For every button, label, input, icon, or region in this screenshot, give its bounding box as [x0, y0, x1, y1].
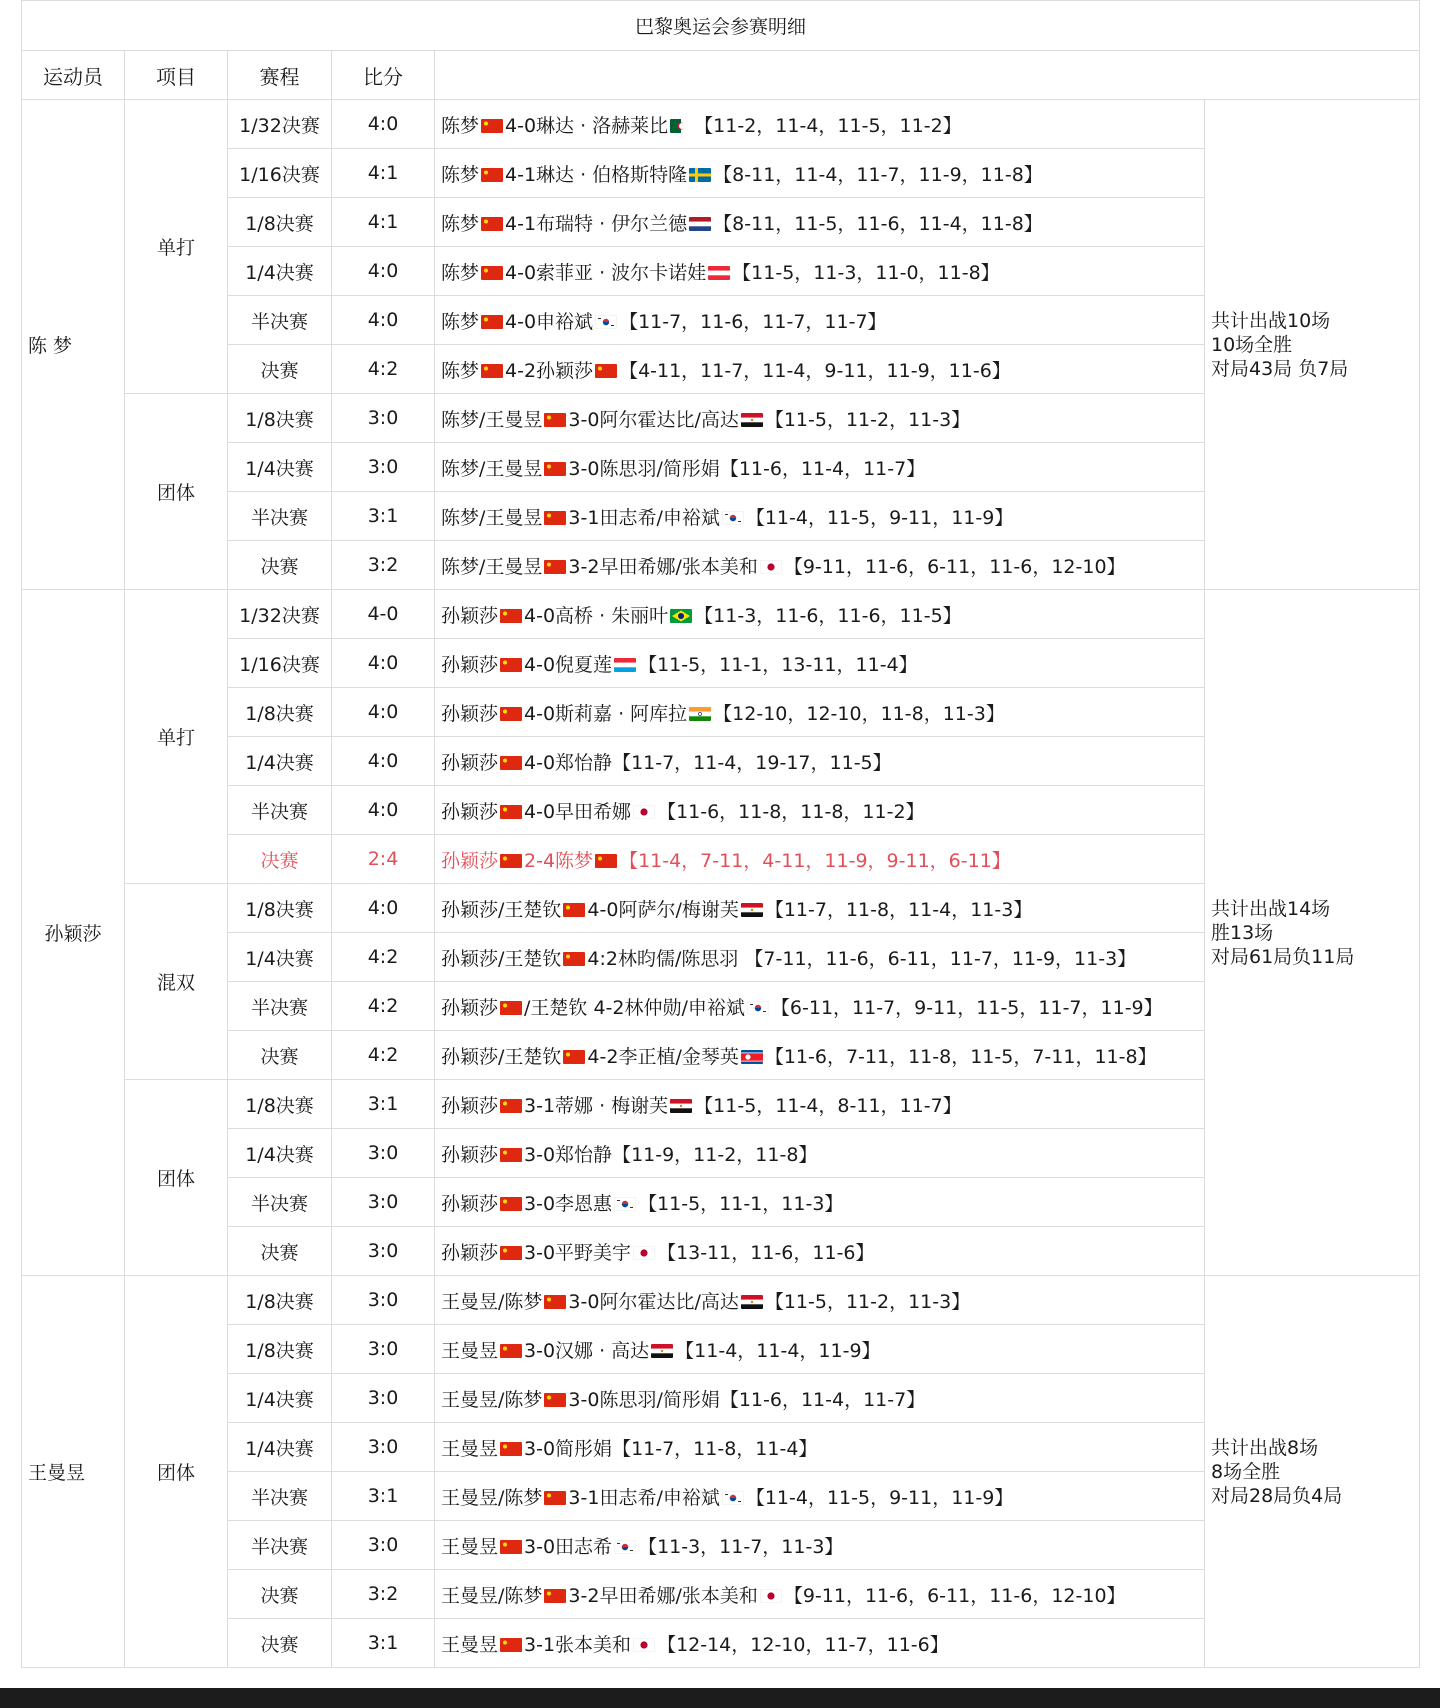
game-scores: 【11-3，11-6，11-6，11-5】	[694, 604, 962, 627]
flag-icon	[542, 458, 568, 480]
match-score: 4:0	[332, 100, 435, 149]
athlete-sunyingsha: 孙颖莎	[22, 590, 125, 1276]
opponent: 3-0陈思羽/简彤娟	[568, 1388, 720, 1411]
opponent: 2-4陈梦	[524, 849, 594, 872]
table-title: 巴黎奥运会参赛明细	[22, 1, 1420, 51]
match-stage: 半决赛	[228, 1472, 332, 1521]
opponent: 4-2李正植/金琴英	[587, 1045, 739, 1068]
flag-icon	[542, 1389, 568, 1411]
flag-icon	[542, 1291, 568, 1313]
header-score: 比分	[332, 51, 435, 100]
flag-icon	[612, 1193, 638, 1215]
summary-line: 10场全胜	[1211, 333, 1293, 356]
game-scores: 【11-7，11-6，11-7，11-7】	[619, 310, 887, 333]
opponent: 4-0高桥 · 朱丽叶	[524, 604, 669, 627]
header-stage: 赛程	[228, 51, 332, 100]
player-name: 陈梦	[441, 212, 480, 235]
match-score: 3:0	[332, 1227, 435, 1276]
match-detail	[435, 1472, 1205, 1521]
flag-icon	[631, 801, 657, 823]
player-name: 王曼昱	[441, 1633, 499, 1656]
flag-icon	[479, 213, 505, 235]
table-row	[22, 590, 1420, 639]
player-name: 孙颖莎	[441, 702, 499, 725]
flag-icon	[745, 997, 771, 1019]
match-score: 4:0	[332, 688, 435, 737]
flag-icon	[687, 213, 713, 235]
match-stage: 1/8决赛	[228, 1080, 332, 1129]
flag-icon	[687, 703, 713, 725]
opponent: 4-2孙颖莎	[505, 359, 594, 382]
match-stage: 1/4决赛	[228, 247, 332, 296]
game-scores: 【11-3，11-7，11-3】	[638, 1535, 844, 1558]
game-scores: 【11-6，11-8，11-8，11-2】	[657, 800, 925, 823]
game-scores: 【11-6，11-4，11-7】	[719, 1388, 926, 1411]
opponent: 3-0李恩惠	[524, 1192, 613, 1215]
player-name: 陈梦	[441, 359, 480, 382]
athlete-wangmanyu: 王曼昱	[22, 1276, 125, 1668]
opponent: 3-1张本美和	[524, 1633, 632, 1656]
match-detail	[435, 1325, 1205, 1374]
game-scores: 【11-4，7-11，4-11，11-9，9-11，6-11】	[619, 849, 1011, 872]
match-stage: 1/4决赛	[228, 1374, 332, 1423]
opponent: 3-0郑怡静	[524, 1143, 613, 1166]
match-detail	[435, 541, 1205, 590]
flag-icon	[720, 1487, 746, 1509]
flag-icon	[561, 948, 587, 970]
match-score: 4:0	[332, 296, 435, 345]
player-name: 孙颖莎	[441, 996, 499, 1019]
flag-icon	[498, 1634, 524, 1656]
match-detail	[435, 884, 1205, 933]
player-name: 孙颖莎/王楚钦	[441, 947, 562, 970]
game-scores: 【9-11，11-6，6-11，11-6，12-10】	[783, 555, 1126, 578]
game-scores: 【11-5，11-4，8-11，11-7】	[694, 1094, 962, 1117]
player-name: 孙颖莎	[441, 849, 499, 872]
match-detail	[435, 688, 1205, 737]
match-stage: 决赛	[228, 1227, 332, 1276]
flag-icon	[479, 262, 505, 284]
player-name: 孙颖莎	[441, 604, 499, 627]
flag-icon	[498, 801, 524, 823]
summary-line: 对局61局负11局	[1211, 945, 1355, 968]
match-stage: 1/4决赛	[228, 1423, 332, 1472]
opponent: /王楚钦 4-2林仲勋/申裕斌	[524, 996, 745, 1019]
flag-icon	[498, 850, 524, 872]
flag-icon	[498, 1438, 524, 1460]
table-row	[22, 1276, 1420, 1325]
match-stage: 半决赛	[228, 492, 332, 541]
match-stage: 半决赛	[228, 296, 332, 345]
match-detail	[435, 1227, 1205, 1276]
opponent: 4-0索菲亚 · 波尔卡诺娃	[505, 261, 707, 284]
flag-icon	[542, 556, 568, 578]
match-score: 3:0	[332, 1178, 435, 1227]
match-score: 3:0	[332, 1423, 435, 1472]
match-score: 4:0	[332, 737, 435, 786]
match-stage: 半决赛	[228, 786, 332, 835]
flag-icon	[758, 1585, 784, 1607]
summary-line: 8场全胜	[1211, 1460, 1281, 1483]
match-score: 4:0	[332, 639, 435, 688]
player-name: 王曼昱	[441, 1437, 499, 1460]
match-detail	[435, 639, 1205, 688]
game-scores: 【6-11，11-7，9-11，11-5，11-7，11-9】	[770, 996, 1163, 1019]
flag-icon	[593, 850, 619, 872]
match-stage: 1/8决赛	[228, 1325, 332, 1374]
match-detail	[435, 933, 1205, 982]
game-scores: 【11-5，11-1，11-3】	[638, 1192, 844, 1215]
header-detail	[435, 51, 1420, 100]
match-stage: 1/4决赛	[228, 1129, 332, 1178]
player-name: 陈梦	[441, 261, 480, 284]
match-stage: 1/8决赛	[228, 394, 332, 443]
flag-icon	[739, 899, 765, 921]
opponent: 4-0早田希娜	[524, 800, 632, 823]
opponent: 3-2早田希娜/张本美和	[568, 555, 758, 578]
game-scores: 【12-10，12-10，11-8，11-3】	[713, 702, 1005, 725]
flag-icon	[479, 360, 505, 382]
flag-icon	[498, 1340, 524, 1362]
flag-icon	[668, 1095, 694, 1117]
athlete-chenmeng: 陈 梦	[22, 100, 125, 590]
match-stage: 决赛	[228, 1570, 332, 1619]
flag-icon	[498, 654, 524, 676]
player-name: 孙颖莎	[441, 1192, 499, 1215]
game-scores: 【11-4，11-5，9-11，11-9】	[745, 506, 1014, 529]
opponent: 3-0简彤娟	[524, 1437, 613, 1460]
match-stage: 1/16决赛	[228, 149, 332, 198]
player-name: 孙颖莎	[441, 1143, 499, 1166]
match-detail	[435, 590, 1205, 639]
flag-icon	[542, 1585, 568, 1607]
match-score: 4:2	[332, 1031, 435, 1080]
flag-icon	[758, 556, 784, 578]
match-stage: 1/4决赛	[228, 933, 332, 982]
flag-icon	[498, 1193, 524, 1215]
match-detail	[435, 1031, 1205, 1080]
match-detail	[435, 1080, 1205, 1129]
match-stage: 1/8决赛	[228, 688, 332, 737]
flag-icon	[739, 1046, 765, 1068]
match-stage: 1/8决赛	[228, 198, 332, 247]
match-score: 3:0	[332, 1374, 435, 1423]
opponent: 3-1蒂娜 · 梅谢芙	[524, 1094, 669, 1117]
match-stage: 半决赛	[228, 1178, 332, 1227]
player-name: 陈梦	[441, 310, 480, 333]
opponent: 3-0陈思羽/简彤娟	[568, 457, 720, 480]
match-detail	[435, 1521, 1205, 1570]
flag-icon	[498, 1536, 524, 1558]
opponent: 4-0郑怡静	[524, 751, 613, 774]
flag-icon	[498, 997, 524, 1019]
match-score: 4:0	[332, 884, 435, 933]
results-table	[21, 0, 1420, 1668]
flag-icon	[498, 1242, 524, 1264]
match-score: 4:0	[332, 786, 435, 835]
opponent: 3-0阿尔霍达比/高达	[568, 408, 739, 431]
summary-line: 对局43局 负7局	[1211, 357, 1349, 380]
match-stage: 1/4决赛	[228, 443, 332, 492]
match-detail	[435, 345, 1205, 394]
match-stage: 决赛	[228, 1619, 332, 1668]
event-name: 团体	[125, 394, 228, 590]
match-detail	[435, 982, 1205, 1031]
match-score: 4:2	[332, 933, 435, 982]
flag-icon	[542, 507, 568, 529]
game-scores: 【13-11，11-6，11-6】	[657, 1241, 875, 1264]
match-stage: 1/16决赛	[228, 639, 332, 688]
match-score: 3:0	[332, 1521, 435, 1570]
match-score: 3:0	[332, 1276, 435, 1325]
athlete-summary	[1205, 100, 1420, 590]
match-score: 3:1	[332, 1472, 435, 1521]
match-detail	[435, 492, 1205, 541]
flag-icon	[612, 1536, 638, 1558]
match-detail	[435, 835, 1205, 884]
summary-line: 胜13场	[1211, 921, 1274, 944]
table-row	[22, 100, 1420, 149]
game-scores: 【11-6，11-4，11-7】	[719, 457, 926, 480]
game-scores: 【8-11，11-5，11-6，11-4，11-8】	[713, 212, 1043, 235]
player-name: 孙颖莎/王楚钦	[441, 898, 562, 921]
flag-icon	[479, 115, 505, 137]
flag-icon	[593, 311, 619, 333]
game-scores: 【11-4，11-5，9-11，11-9】	[745, 1486, 1014, 1509]
match-stage: 1/8决赛	[228, 1276, 332, 1325]
match-score: 3:2	[332, 1570, 435, 1619]
game-scores: 【11-4，11-4，11-9】	[675, 1339, 881, 1362]
match-score: 3:0	[332, 394, 435, 443]
match-score: 3:2	[332, 541, 435, 590]
flag-icon	[593, 360, 619, 382]
match-stage: 半决赛	[228, 1521, 332, 1570]
flag-icon	[739, 409, 765, 431]
player-name: 王曼昱/陈梦	[441, 1290, 543, 1313]
player-name: 王曼昱/陈梦	[441, 1388, 543, 1411]
match-detail	[435, 198, 1205, 247]
player-name: 王曼昱	[441, 1535, 499, 1558]
summary-line: 共计出战14场	[1211, 897, 1331, 920]
match-stage: 决赛	[228, 1031, 332, 1080]
match-detail	[435, 1276, 1205, 1325]
game-scores: 【11-2，11-4，11-5，11-2】	[694, 114, 962, 137]
game-scores: 【12-14，12-10，11-7，11-6】	[657, 1633, 949, 1656]
player-name: 王曼昱/陈梦	[441, 1486, 543, 1509]
header-event: 项目	[125, 51, 228, 100]
game-scores: 【4-11，11-7，11-4，9-11，11-9，11-6】	[619, 359, 1011, 382]
match-score: 3:1	[332, 1080, 435, 1129]
flag-icon	[612, 654, 638, 676]
match-stage: 决赛	[228, 345, 332, 394]
match-detail	[435, 1374, 1205, 1423]
flag-icon	[668, 115, 694, 137]
game-scores: 【11-7，11-8，11-4】	[612, 1437, 818, 1460]
athlete-summary	[1205, 1276, 1420, 1668]
opponent: 3-0田志希	[524, 1535, 613, 1558]
opponent: 4-1布瑞特 · 伊尔兰德	[505, 212, 688, 235]
opponent: 4-0斯莉嘉 · 阿库拉	[524, 702, 688, 725]
match-detail	[435, 443, 1205, 492]
flag-icon	[542, 409, 568, 431]
match-score: 3:1	[332, 492, 435, 541]
match-detail	[435, 1570, 1205, 1619]
match-detail	[435, 786, 1205, 835]
header-athlete: 运动员	[22, 51, 125, 100]
opponent: 4-0申裕斌	[505, 310, 594, 333]
opponent: 4-1琳达 · 伯格斯特隆	[505, 163, 688, 186]
flag-icon	[479, 311, 505, 333]
match-detail	[435, 737, 1205, 786]
match-score: 4:1	[332, 198, 435, 247]
match-score: 3:0	[332, 1325, 435, 1374]
match-stage: 1/32决赛	[228, 590, 332, 639]
summary-line: 共计出战8场	[1211, 1436, 1319, 1459]
flag-icon	[687, 164, 713, 186]
game-scores: 【11-7，11-8，11-4，11-3】	[764, 898, 1033, 921]
player-name: 孙颖莎	[441, 1241, 499, 1264]
event-name: 团体	[125, 1080, 228, 1276]
opponent: 3-0汉娜 · 高达	[524, 1339, 650, 1362]
flag-icon	[631, 1242, 657, 1264]
flag-icon	[739, 1291, 765, 1313]
game-scores: 【11-6，7-11，11-8，11-5，7-11，11-8】	[764, 1045, 1157, 1068]
match-score: 3:0	[332, 443, 435, 492]
match-stage: 1/8决赛	[228, 884, 332, 933]
opponent: 4-0倪夏莲	[524, 653, 613, 676]
flag-icon	[649, 1340, 675, 1362]
flag-icon	[720, 507, 746, 529]
player-name: 陈梦	[441, 163, 480, 186]
opponent: 4-0阿萨尔/梅谢芙	[587, 898, 739, 921]
game-scores: 【11-5，11-2，11-3】	[764, 408, 971, 431]
match-detail	[435, 394, 1205, 443]
flag-icon	[498, 1095, 524, 1117]
flag-icon	[498, 703, 524, 725]
olympics-detail-sheet	[21, 0, 1419, 1668]
event-name: 混双	[125, 884, 228, 1080]
match-stage: 决赛	[228, 835, 332, 884]
athlete-summary	[1205, 590, 1420, 1276]
player-name: 孙颖莎	[441, 800, 499, 823]
match-detail	[435, 1619, 1205, 1668]
match-stage: 半决赛	[228, 982, 332, 1031]
player-name: 陈梦	[441, 114, 480, 137]
player-name: 陈梦/王曼昱	[441, 506, 543, 529]
match-stage: 1/4决赛	[228, 737, 332, 786]
opponent: 4:2林昀儒/陈思羽	[587, 947, 739, 970]
match-detail	[435, 1423, 1205, 1472]
match-detail	[435, 1129, 1205, 1178]
flag-icon	[561, 899, 587, 921]
summary-line: 对局28局负4局	[1211, 1484, 1343, 1507]
match-detail	[435, 100, 1205, 149]
opponent: 3-0阿尔霍达比/高达	[568, 1290, 739, 1313]
summary-line: 共计出战10场	[1211, 309, 1331, 332]
event-name: 团体	[125, 1276, 228, 1668]
flag-icon	[498, 605, 524, 627]
match-detail	[435, 149, 1205, 198]
match-score: 4:1	[332, 149, 435, 198]
event-name: 单打	[125, 590, 228, 884]
opponent: 3-1田志希/申裕斌	[568, 1486, 720, 1509]
match-score: 4:2	[332, 345, 435, 394]
event-name: 单打	[125, 100, 228, 394]
player-name: 王曼昱	[441, 1339, 499, 1362]
flag-icon	[668, 605, 694, 627]
match-detail	[435, 296, 1205, 345]
match-detail	[435, 247, 1205, 296]
player-name: 孙颖莎	[441, 751, 499, 774]
game-scores: 【11-5，11-3，11-0，11-8】	[732, 261, 1000, 284]
flag-icon	[631, 1634, 657, 1656]
player-name: 陈梦/王曼昱	[441, 555, 543, 578]
player-name: 陈梦/王曼昱	[441, 408, 543, 431]
game-scores: 【7-11，11-6，6-11，11-7，11-9，11-3】	[738, 947, 1137, 970]
player-name: 孙颖莎/王楚钦	[441, 1045, 562, 1068]
match-score: 4:2	[332, 982, 435, 1031]
match-detail	[435, 1178, 1205, 1227]
game-scores: 【11-5，11-2，11-3】	[764, 1290, 971, 1313]
flag-icon	[498, 752, 524, 774]
game-scores: 【8-11，11-4，11-7，11-9，11-8】	[713, 163, 1043, 186]
opponent: 3-0平野美宇	[524, 1241, 632, 1264]
flag-icon	[561, 1046, 587, 1068]
game-scores: 【11-7，11-4，19-17，11-5】	[612, 751, 892, 774]
opponent: 3-2早田希娜/张本美和	[568, 1584, 758, 1607]
flag-icon	[706, 262, 732, 284]
player-name: 孙颖莎	[441, 1094, 499, 1117]
match-score: 3:0	[332, 1129, 435, 1178]
match-score: 4:0	[332, 247, 435, 296]
player-name: 孙颖莎	[441, 653, 499, 676]
opponent: 4-0琳达 · 洛赫莱比	[505, 114, 669, 137]
match-score: 4-0	[332, 590, 435, 639]
game-scores: 【11-5，11-1，13-11，11-4】	[638, 653, 918, 676]
flag-icon	[498, 1144, 524, 1166]
game-scores: 【11-9，11-2，11-8】	[612, 1143, 818, 1166]
match-score: 2:4	[332, 835, 435, 884]
game-scores: 【9-11，11-6，6-11，11-6，12-10】	[783, 1584, 1126, 1607]
player-name: 王曼昱/陈梦	[441, 1584, 543, 1607]
bottom-bar	[0, 1688, 1440, 1708]
opponent: 3-1田志希/申裕斌	[568, 506, 720, 529]
match-stage: 决赛	[228, 541, 332, 590]
match-stage: 1/32决赛	[228, 100, 332, 149]
flag-icon	[542, 1487, 568, 1509]
flag-icon	[479, 164, 505, 186]
match-score: 3:1	[332, 1619, 435, 1668]
player-name: 陈梦/王曼昱	[441, 457, 543, 480]
